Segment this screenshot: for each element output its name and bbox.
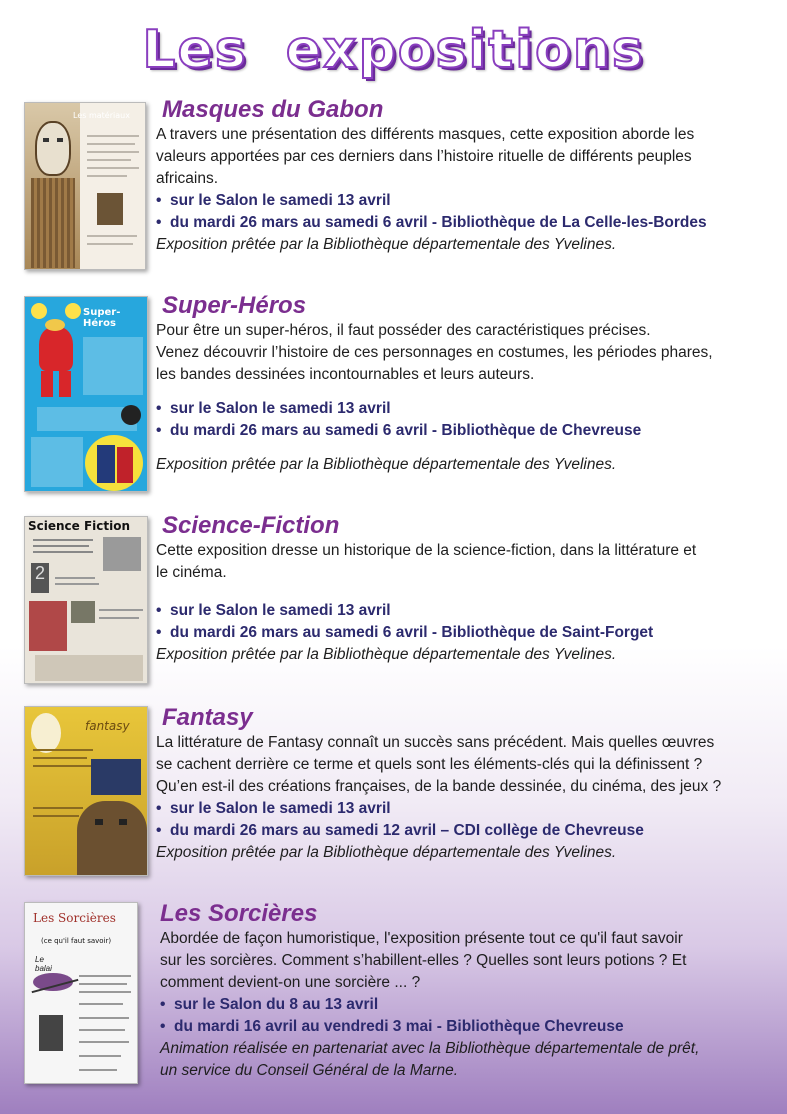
sorcieres-date-library: • du mardi 16 avril au vendredi 3 mai - Bibliothèque Chevreuse	[160, 1018, 624, 1035]
fantasy-thumb-caption: fantasy	[85, 719, 130, 733]
sorcieres-poster-thumbnail: Les Sorcières (ce qu'il faut savoir) Le balai	[24, 902, 138, 1084]
sorcieres-thumb-subcaption: (ce qu'il faut savoir)	[41, 937, 112, 945]
page-title: Les expositions	[142, 20, 645, 80]
fantasy-date-library: • du mardi 26 mars au samedi 12 avril – CDI collège de Chevreuse	[156, 822, 644, 839]
fantasy-heading: Fantasy	[162, 704, 253, 731]
fantasy-credit: Exposition prêtée par la Bibliothèque départementale des Yvelines.	[156, 844, 617, 861]
fantasy-description: La littérature de Fantasy connaît un succès sans précédent. Mais quelles œuvres se cachent derrière ce terme et quels sont les éléments-clés qui la définissent ? Qu’en est-il des créations françaises, de la bande dessinée, du cinéma, des jeux ?	[156, 734, 722, 795]
super-heros-heading: Super-Héros	[162, 292, 307, 319]
sorcieres-description: Abordée de façon humoristique, l'exposition présente tout ce qu'il faut savoir sur les sorcières. Comment s’habillent-elles ? Quelles sont leurs potions ? Et comment devient-on une sorcière ... ?	[160, 930, 687, 991]
science-fiction-credit: Exposition prêtée par la Bibliothèque départementale des Yvelines.	[156, 646, 617, 663]
sorcieres-thumb-caption: Les Sorcières	[33, 911, 116, 925]
sorcieres-date-salon: • sur le Salon du 8 au 13 avril	[160, 996, 379, 1013]
super-heros-description: Pour être un super-héros, il faut posséder des caractéristiques précises. Venez découvrir l’histoire de ces personnages en costumes, les périodes phares, les bandes dessinées incontournables et leurs auteurs.	[156, 322, 713, 383]
sorcieres-credit: Animation réalisée en partenariat avec la Bibliothèque départementale de prêt, un service du Conseil Général de la Marne.	[160, 1040, 700, 1079]
super-heros-poster-thumbnail	[24, 296, 148, 492]
sorcieres-heading: Les Sorcières	[160, 900, 318, 927]
science-fiction-description: Cette exposition dresse un historique de la science-fiction, dans la littérature et le cinéma.	[156, 542, 697, 581]
masques-date-salon: • sur le Salon le samedi 13 avril	[156, 192, 391, 209]
science-fiction-date-library: • du mardi 26 mars au samedi 6 avril - Bibliothèque de Saint-Forget	[156, 624, 654, 641]
super-heros-date-library: • du mardi 26 mars au samedi 6 avril - Bibliothèque de Chevreuse	[156, 422, 642, 439]
science-fiction-heading: Science-Fiction	[162, 512, 340, 539]
masques-description: A travers une présentation des différents masques, cette exposition aborde les valeurs apportées par ces derniers dans l’histoire rituelle de différents peuples africains.	[156, 126, 695, 187]
masques-poster-thumbnail	[24, 102, 146, 270]
science-fiction-date-salon: • sur le Salon le samedi 13 avril	[156, 602, 391, 619]
fantasy-poster-thumbnail	[24, 706, 148, 876]
super-heros-date-salon: • sur le Salon le samedi 13 avril	[156, 400, 391, 417]
masques-date-library: • du mardi 26 mars au samedi 6 avril - Bibliothèque de La Celle-les-Bordes	[156, 214, 707, 231]
science-fiction-poster-thumbnail: Science Fiction 2	[24, 516, 148, 684]
masques-thumb-caption: Les matériaux	[73, 111, 130, 120]
masques-heading: Masques du Gabon	[162, 96, 384, 123]
super-heros-credit: Exposition prêtée par la Bibliothèque départementale des Yvelines.	[156, 456, 617, 473]
masques-credit: Exposition prêtée par la Bibliothèque départementale des Yvelines.	[156, 236, 617, 253]
science-fiction-thumb-caption: Science Fiction	[28, 519, 131, 533]
fantasy-date-salon: • sur le Salon le samedi 13 avril	[156, 800, 391, 817]
super-heros-thumb-caption: Super-Héros	[83, 307, 121, 329]
